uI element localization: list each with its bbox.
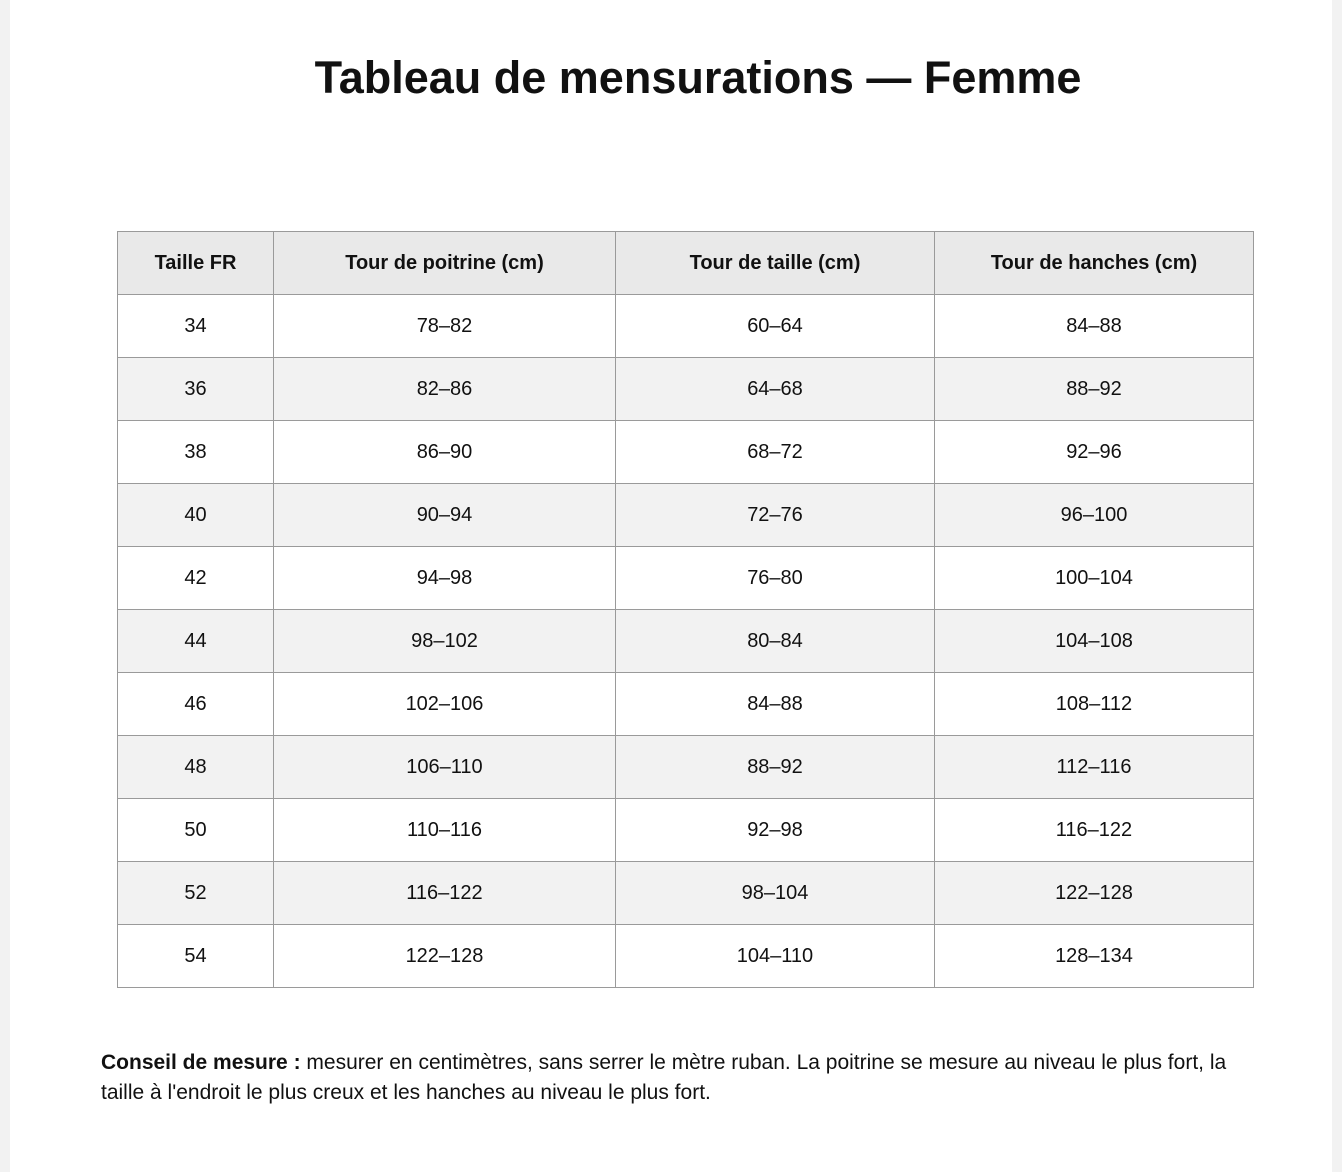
cell-size: 36 — [118, 358, 274, 421]
cell-hips: 122–128 — [935, 862, 1254, 925]
cell-size: 38 — [118, 421, 274, 484]
table-row — [118, 295, 1254, 358]
table-row — [118, 736, 1254, 799]
cell-waist: 72–76 — [616, 484, 935, 547]
cell-size: 44 — [118, 610, 274, 673]
cell-size: 42 — [118, 547, 274, 610]
table-row — [118, 484, 1254, 547]
cell-hips: 104–108 — [935, 610, 1254, 673]
table-header-row — [118, 232, 1254, 295]
cell-hips: 88–92 — [935, 358, 1254, 421]
cell-size: 46 — [118, 673, 274, 736]
table-row — [118, 673, 1254, 736]
header-tour-de-taille: Tour de taille (cm) — [616, 232, 935, 295]
cell-hips: 84–88 — [935, 295, 1254, 358]
cell-chest: 82–86 — [274, 358, 616, 421]
cell-hips: 116–122 — [935, 799, 1254, 862]
cell-size: 34 — [118, 295, 274, 358]
cell-chest: 94–98 — [274, 547, 616, 610]
cell-waist: 104–110 — [616, 925, 935, 988]
table-row — [118, 421, 1254, 484]
page-title: Tableau de mensurations — Femme — [314, 52, 1082, 103]
cell-waist: 60–64 — [616, 295, 935, 358]
cell-size: 54 — [118, 925, 274, 988]
cell-waist: 92–98 — [616, 799, 935, 862]
document-page — [10, 0, 1332, 1172]
header-tour-de-hanches: Tour de hanches (cm) — [935, 232, 1254, 295]
table-row — [118, 547, 1254, 610]
cell-chest: 102–106 — [274, 673, 616, 736]
cell-hips: 92–96 — [935, 421, 1254, 484]
cell-hips: 108–112 — [935, 673, 1254, 736]
cell-chest: 98–102 — [274, 610, 616, 673]
table-row — [118, 610, 1254, 673]
header-taille-fr: Taille FR — [118, 232, 274, 295]
cell-waist: 84–88 — [616, 673, 935, 736]
cell-chest: 90–94 — [274, 484, 616, 547]
cell-chest: 78–82 — [274, 295, 616, 358]
cell-size: 48 — [118, 736, 274, 799]
cell-hips: 128–134 — [935, 925, 1254, 988]
table-row — [118, 799, 1254, 862]
cell-hips: 100–104 — [935, 547, 1254, 610]
measurement-tip — [101, 1048, 1261, 1108]
table-row — [118, 358, 1254, 421]
cell-chest: 86–90 — [274, 421, 616, 484]
measurement-tip-text: mesurer en centimètres, sans serrer le mètre ruban. La poitrine se mesure au niveau le plus fort, la taille à l'endroit le plus creux et les hanches au niveau le plus fort. — [101, 1051, 1227, 1104]
cell-size: 52 — [118, 862, 274, 925]
table-row — [118, 862, 1254, 925]
cell-chest: 116–122 — [274, 862, 616, 925]
cell-chest: 122–128 — [274, 925, 616, 988]
size-chart-table — [117, 231, 1254, 988]
cell-waist: 64–68 — [616, 358, 935, 421]
cell-chest: 106–110 — [274, 736, 616, 799]
cell-hips: 96–100 — [935, 484, 1254, 547]
header-tour-de-poitrine: Tour de poitrine (cm) — [274, 232, 616, 295]
cell-waist: 80–84 — [616, 610, 935, 673]
cell-size: 50 — [118, 799, 274, 862]
cell-size: 40 — [118, 484, 274, 547]
cell-waist: 88–92 — [616, 736, 935, 799]
cell-waist: 76–80 — [616, 547, 935, 610]
cell-chest: 110–116 — [274, 799, 616, 862]
cell-waist: 98–104 — [616, 862, 935, 925]
cell-waist: 68–72 — [616, 421, 935, 484]
measurement-tip-label: Conseil de mesure : — [101, 1051, 301, 1074]
table-row — [118, 925, 1254, 988]
cell-hips: 112–116 — [935, 736, 1254, 799]
